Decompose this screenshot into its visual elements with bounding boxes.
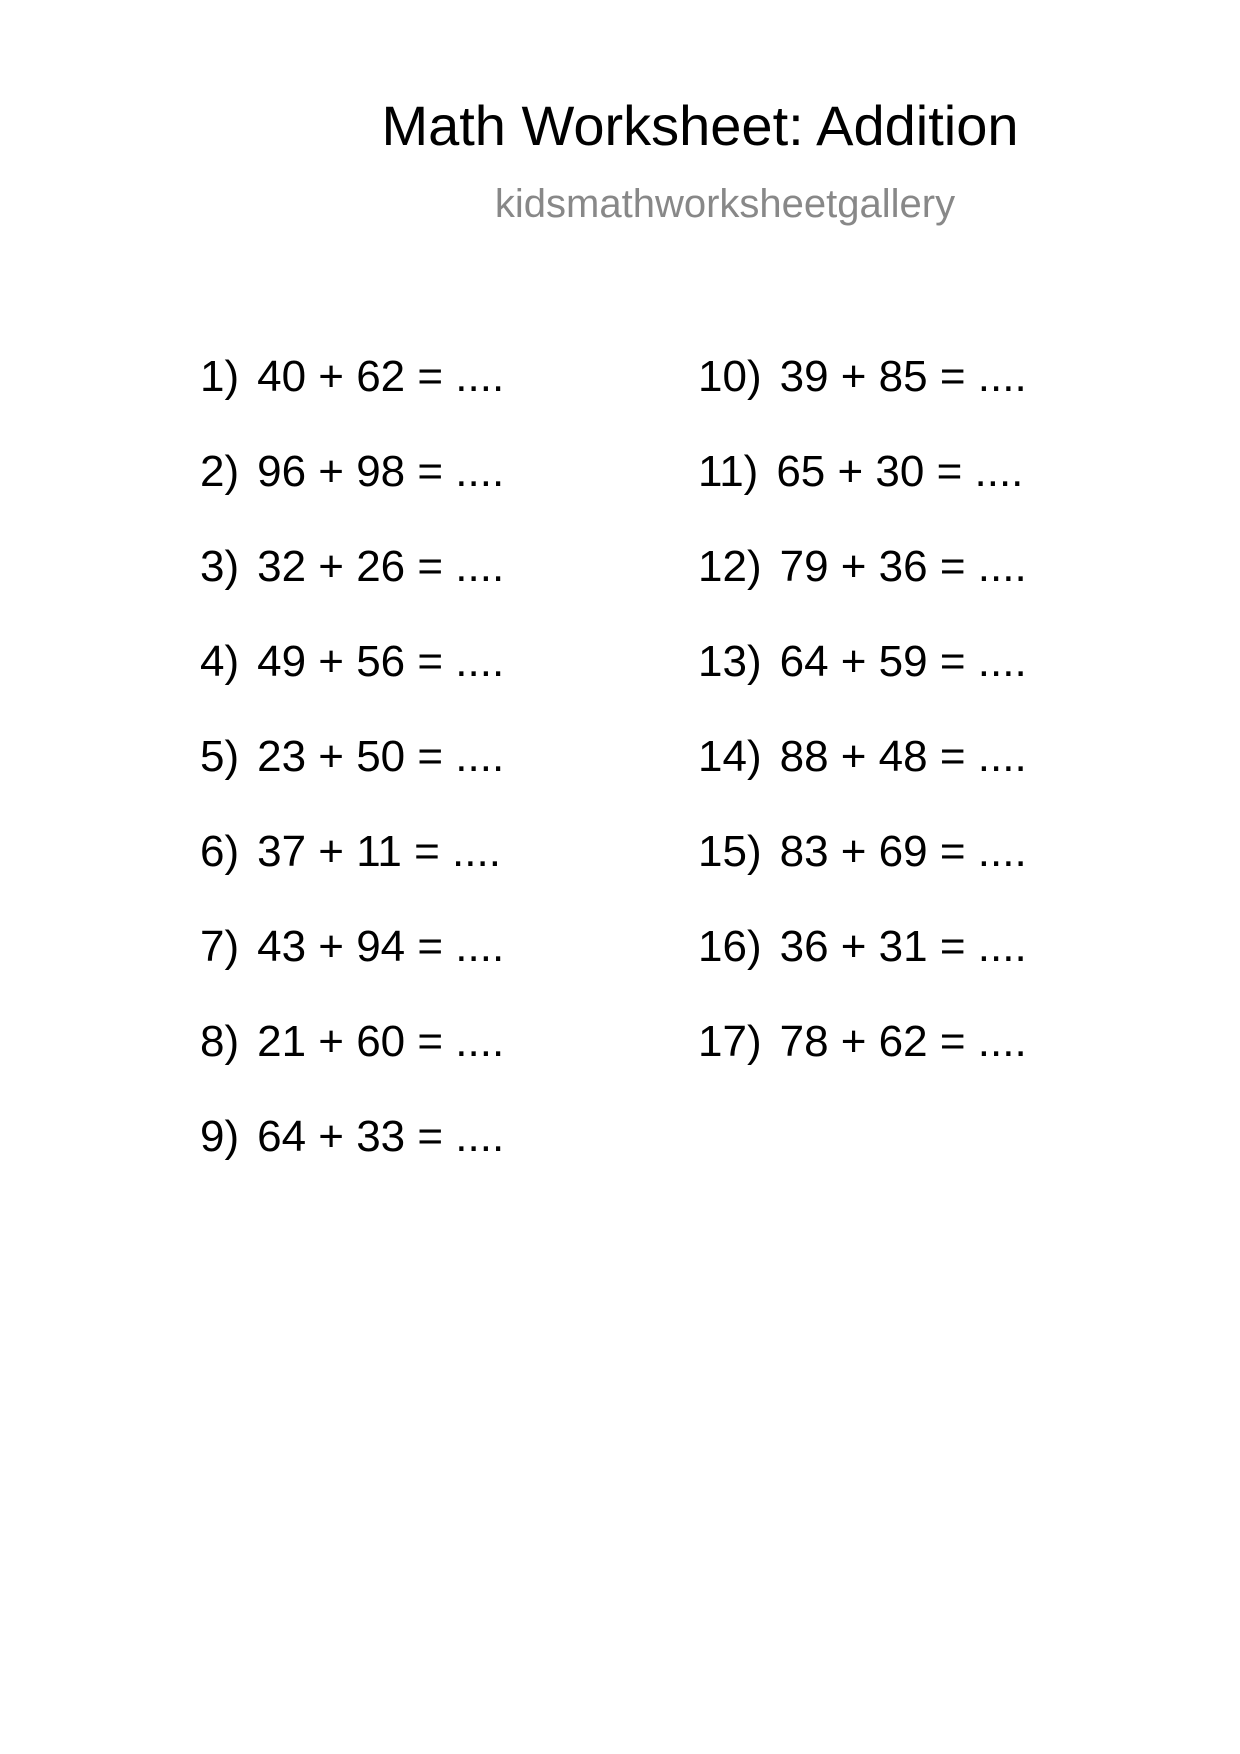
problem-expression: 43 + 94 = .... — [257, 922, 505, 971]
worksheet-title: Math Worksheet: Addition — [381, 94, 1019, 157]
problem-number: 9) — [200, 1112, 240, 1161]
problem-number: 10) — [698, 352, 762, 401]
problem-expression: 32 + 26 = .... — [257, 542, 505, 591]
problem-number: 3) — [200, 542, 240, 591]
problem-number: 6) — [200, 827, 240, 876]
problem-item — [200, 922, 504, 1017]
problem-item — [698, 637, 1027, 732]
problem-expression: 39 + 85 = .... — [779, 352, 1027, 401]
problem-expression: 23 + 50 = .... — [257, 732, 505, 781]
problem-item — [200, 637, 504, 732]
problem-expression: 96 + 98 = .... — [257, 447, 505, 496]
problem-number: 8) — [200, 1017, 240, 1066]
problem-number: 1) — [200, 352, 240, 401]
problem-item — [698, 732, 1027, 827]
problems-left-column — [200, 352, 504, 1207]
problem-expression: 83 + 69 = .... — [779, 827, 1027, 876]
problem-item — [698, 542, 1027, 637]
problem-item — [200, 827, 504, 922]
problem-item — [200, 542, 504, 637]
problem-number: 16) — [698, 922, 762, 971]
problem-number: 14) — [698, 732, 762, 781]
problem-number: 4) — [200, 637, 240, 686]
problem-number: 12) — [698, 542, 762, 591]
problem-expression: 49 + 56 = .... — [257, 637, 505, 686]
problem-number: 5) — [200, 732, 240, 781]
problem-expression: 64 + 59 = .... — [779, 637, 1027, 686]
problem-expression: 78 + 62 = .... — [779, 1017, 1027, 1066]
problem-expression: 21 + 60 = .... — [257, 1017, 505, 1066]
worksheet-subtitle: kidsmathworksheetgallery — [494, 182, 956, 226]
problem-number: 2) — [200, 447, 240, 496]
problem-expression: 88 + 48 = .... — [779, 732, 1027, 781]
problem-item — [698, 352, 1027, 447]
problem-item — [698, 827, 1027, 922]
problem-expression: 64 + 33 = .... — [257, 1112, 505, 1161]
problem-item — [698, 1017, 1027, 1112]
problem-expression: 37 + 11 = .... — [257, 827, 501, 876]
problem-item — [200, 732, 504, 827]
problem-number: 11) — [698, 447, 759, 496]
problem-item — [200, 1112, 504, 1207]
problem-item — [200, 447, 504, 542]
problem-expression: 79 + 36 = .... — [779, 542, 1027, 591]
problem-number: 15) — [698, 827, 762, 876]
problem-expression: 36 + 31 = .... — [779, 922, 1027, 971]
problem-item — [200, 1017, 504, 1112]
problem-number: 7) — [200, 922, 240, 971]
problem-expression: 65 + 30 = .... — [776, 447, 1024, 496]
problem-item — [200, 352, 504, 447]
problems-right-column — [698, 352, 1027, 1112]
problem-number: 17) — [698, 1017, 762, 1066]
problem-item — [698, 922, 1027, 1017]
problem-expression: 40 + 62 = .... — [257, 352, 505, 401]
problem-number: 13) — [698, 637, 762, 686]
problem-item — [698, 447, 1027, 542]
